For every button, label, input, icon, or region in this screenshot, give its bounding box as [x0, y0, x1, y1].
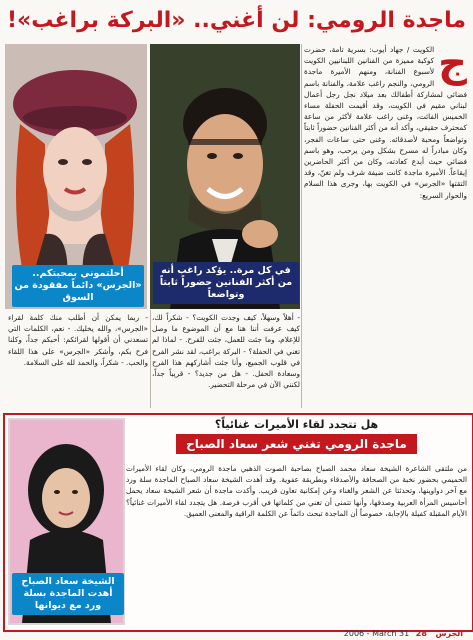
sidebar-kicker: هل تتجدد لقاء الأميرات غنائياً؟ [214, 418, 379, 431]
footer-date: 2006 - March 31 [343, 629, 410, 638]
interview-qa-left: - ربما يمكن أن أطلب منك كلمة لقراء «الجرس»، والله يخليك. - نعم، الكلمات التي تسعدني أن أقولها لقرائكم: أحبكم جداً، وكلنا فرح بكم، وأشكر «الجرس» على هذا اللقاء والحب. - شكراً، والحمد لله على السلامة. [8, 313, 148, 367]
page-headline: ماجدة الرومي: لن أغني.. «البركة براغب»! [6, 8, 466, 33]
page-footer [0, 628, 473, 640]
sidebar-headline [126, 418, 467, 462]
column-divider-lower [150, 310, 151, 408]
column-divider [301, 44, 302, 408]
caption-photo-left: أحلتموني بمحبتكم.. «الجرس» دائماً مفقودة من السوق [12, 265, 144, 307]
footer-page-number: 28 [415, 629, 427, 638]
footer-magazine: الجرس [435, 629, 463, 638]
article-right-column [304, 40, 467, 399]
caption-photo-bottom: الشيخة سعاد الصباح أهدت الماجدة بسلة ورد مع ديوانها [12, 573, 124, 615]
drop-cap: ج [438, 40, 467, 86]
sidebar-title: ماجدة الرومي تغني شعر سعاد الصباح [176, 434, 417, 454]
sidebar-article-text: من ملتقى الشاعرة الشيخة سعاد محمد الصباح بصاحبة الصوت الذهبي ماجدة الرومي، وكان لقاء الأميرات الحميمي بحضور نخبة من الصحافة والأصدقاء وبطريقة عفوية. وقد أهدت الشيخة سعاد الصباح الماجدة سلة ورد مع آخر دواوينها، وتحدثتا عن الشعر والغناء وعن إمكانية تعاون قريب. وأكدت ماجدة أن شعر الشيخة سعاد يحمل أحاسيس المرأة العربية وصدقها، وأنها تتمنى أن تغني من كلماتها في أقرب فرصة. هل يتجدد لقاء الأميرات غنائياً؟ الأيام المقبلة كفيلة بالإجابة، خصوصاً أن الماجدة تبحث دائماً عن الكلمة الراقية والمعنى العميق. [126, 464, 467, 518]
article-intro-text: الكويت / جهاد أيوب: بسرية تامة، حضرت كوكبة مميزة من الفنانين اللبنانيين الكويت لأسبوع الفنانة، ومنهم الأميرة ماجدة الرومي، والنجم راغب علامة، والفنانة باسم فضائي لمشاركة أطفالك بعد ميلاد نجل رجل أعمال لبناني مقيم في الكويت، وقد أقيمت الحفلة مساء الخميس الفائت، وغنى راغب علامة لأكثر من ساعة كمحترف حقيقي، وأكد أنه من أكثر الفنانين حضوراً ثابتاً وتواضعاً ومحبة لأصدقائه. وغنى حتى ساعات الفجر، وكان مبادراً له مسرح بشكل ومن يرحب، وهو باسم فضائي حيث أبدع كعادته، وكان من أكثر الحاضرين إيقاعاً. الأميرة ماجدة كانت ضيفة شرف ولم تغنّ، وقد التقتها «الجرس» في الكويت بها، وجرى هذا السلام والحوار السريع: [304, 45, 467, 200]
interview-qa-mid: - أهلاً وسهلاً، كيف وجدت الكويت؟ - شكراً لك، كيف عرفت أننا هنا مع أن الموضوع ما وصل للإعلام، وما جئت للعمل، جئت للفرح. - لماذا لم تغني في الحفلة؟ - البركة براغب، لقد نشر الفرح في قلوب الجميع، وأنا جئت أشاركهم هذا الفرح وسعادة الحفل. - هل من جديد؟ - قريباً جداً، لكنني الآن في مرحلة التحضير. [152, 313, 300, 390]
caption-photo-mid: في كل مرة.. يؤكد راغب أنه من أكثر الفنانين حضوراً ثابتاً وتواضعاً [153, 262, 299, 304]
